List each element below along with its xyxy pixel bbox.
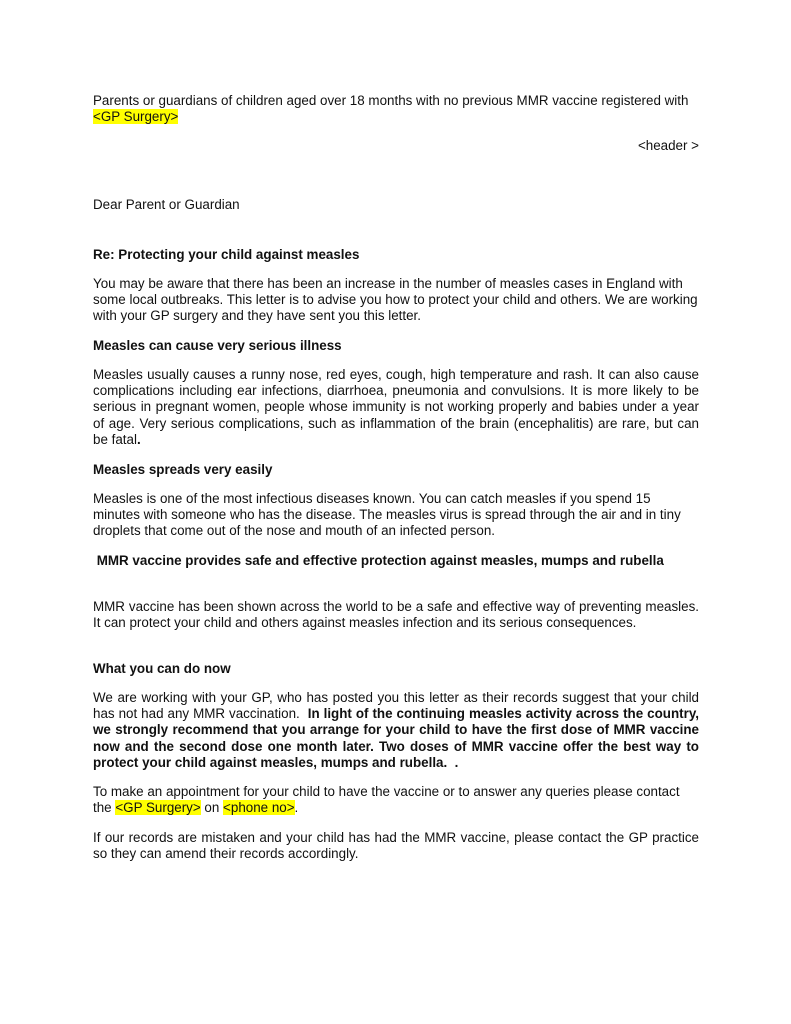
serious-illness-text: Measles usually causes a runny nose, red eyes, cough, high temperature and rash. It can also cause complications including ear infections, diarrhoea, pneumonia and convulsions. It is more likely to be serious in pregnant women, people whose immunity is not working properly and babies under a year of age. Very serious complications, such as inflammation of the brain (encephalitis) are rare, but can be fatal (93, 367, 699, 447)
section-body-mmr-protection: MMR vaccine has been shown across the world to be a safe and effective way of preventing measles. It can protect your child and others against measles infection and its serious consequences. (93, 599, 699, 631)
section-body-serious-illness (93, 367, 699, 448)
closing-paragraph: If our records are mistaken and your child has had the MMR vaccine, please contact the GP practice so they can amend their records accordingly. (93, 830, 699, 862)
section-body-what-to-do (93, 690, 703, 771)
appointment-text: To make an appointment for your child to have the vaccine or to answer any queries please contact the (93, 784, 684, 816)
what-to-do-text: We are working with your GP, who has posted you this letter as their records suggest that your child has not had any MMR vaccination. (93, 690, 703, 722)
gp-surgery-placeholder: <GP Surgery> (93, 109, 179, 125)
appointment-period: . (294, 800, 299, 816)
section-heading-what-to-do: What you can do now (93, 661, 231, 676)
appointment-on: on (200, 800, 224, 816)
section-heading-mmr-protection: MMR vaccine provides safe and effective protection against measles, mumps and rubella (93, 553, 664, 568)
serious-illness-end: . (136, 431, 141, 447)
section-body-spreads-easily: Measles is one of the most infectious diseases known. You can catch measles if you spend 15 minutes with someone who has the disease. The measles virus is spread through the air and in tiny droplets that come out of the nose and mouth of an infected person. (93, 491, 681, 539)
phone-placeholder: <phone no> (223, 800, 295, 816)
gp-surgery-placeholder-2: <GP Surgery> (115, 800, 201, 816)
recipient-text: Parents or guardians of children aged over 18 months with no previous MMR vaccine registered with (93, 93, 689, 108)
salutation: Dear Parent or Guardian (93, 197, 240, 212)
section-heading-spreads-easily: Measles spreads very easily (93, 462, 273, 477)
subject-line: Re: Protecting your child against measles (93, 247, 360, 262)
recipient-line (93, 93, 699, 125)
header-placeholder: <header > (637, 138, 699, 153)
intro-paragraph: You may be aware that there has been an increase in the number of measles cases in England with some local outbreaks. This letter is to advise you how to protect your child and others. We are working with your GP surgery and they have sent you this letter. (93, 276, 698, 324)
what-to-do-recommendation: In light of the continuing measles activity across the country, we strongly recommend that you arrange for your child to have the first dose of MMR vaccine now and the second dose one month later. Two doses of MMR vaccine offer the best way to protect your child against measles, mumps and rubella. . (93, 706, 703, 770)
section-heading-serious-illness: Measles can cause very serious illness (93, 338, 342, 353)
appointment-paragraph (93, 784, 699, 816)
